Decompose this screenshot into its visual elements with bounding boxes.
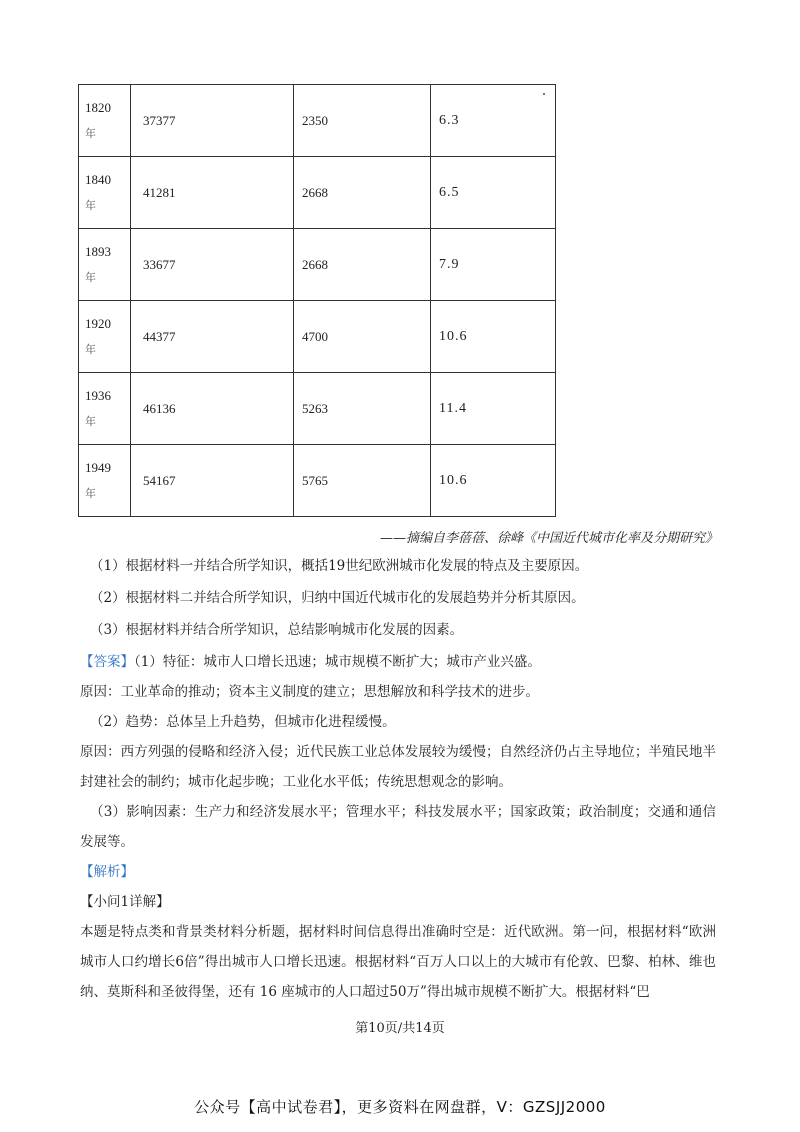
answer-tag: 【答案】 <box>80 654 134 670</box>
year-unit: 年 <box>85 343 96 356</box>
answer-line-1 <box>80 652 541 672</box>
year-unit: 年 <box>85 415 96 428</box>
answer-line-5: （3）影响因素：生产力和经济发展水平；管理水平；科技发展水平；国家政策；政治制度；交通和通信发展等。 <box>80 804 716 850</box>
year-unit: 年 <box>85 271 96 284</box>
year-cell <box>79 445 131 517</box>
table-row <box>79 157 556 229</box>
table-body <box>79 85 556 517</box>
urbanization-data-table <box>78 84 556 517</box>
answer-line-4: 原因：西方列强的侵略和经济入侵；近代民族工业总体发展较为缓慢；自然经济仍占主导地位；半殖民地半封建社会的制约；城市化起步晚；工业化水平低；传统思想观念的影响。 <box>80 744 716 790</box>
table-row <box>79 373 556 445</box>
year-cell <box>79 373 131 445</box>
year-value: 1920 <box>85 315 111 331</box>
analysis-sub-heading: 【小问1详解】 <box>80 894 170 910</box>
value-cell-b: 2668 <box>294 157 431 229</box>
analysis-body: 本题是特点类和背景类材料分析题，据材料时间信息得出准确时空是：近代欧洲。第一问，根据材料“欧洲城市人口约增长6倍”得出城市人口增长迅速。根据材料“百万人口以上的大城市有伦敦、巴黎、柏林、维也纳、莫斯科和圣彼得堡，还有 16 座城市的人口超过50万”得出城市规模不断扩大。根据材料“巴 <box>80 924 716 1000</box>
value-cell-b: 4700 <box>294 301 431 373</box>
value-cell-b: 2668 <box>294 229 431 301</box>
table-row <box>79 445 556 517</box>
year-cell <box>79 229 131 301</box>
year-unit: 年 <box>85 199 96 212</box>
year-unit: 年 <box>85 487 96 500</box>
value-cell-b: 5765 <box>294 445 431 517</box>
year-unit: 年 <box>85 127 96 140</box>
question-2: （2）根据材料二并结合所学知识，归纳中国近代城市化的发展趋势并分析其原因。 <box>90 590 585 606</box>
year-cell <box>79 85 131 157</box>
analysis-tag: 【解析】 <box>80 864 134 880</box>
year-value: 1936 <box>85 387 111 403</box>
source-citation: ——摘编自李蓓蓓、徐峰《中国近代城市化率及分期研究》 <box>379 531 718 546</box>
year-value: 1840 <box>85 171 111 187</box>
value-cell-a: 54167 <box>131 445 294 517</box>
table-row <box>79 85 556 157</box>
year-value: 1820 <box>85 99 111 115</box>
value-cell-a: 33677 <box>131 229 294 301</box>
value-cell-c: 6.5 <box>431 157 556 229</box>
question-3: （3）根据材料并结合所学知识，总结影响城市化发展的因素。 <box>90 622 464 638</box>
year-cell <box>79 157 131 229</box>
value-cell-c: 10.6 <box>431 301 556 373</box>
year-cell <box>79 301 131 373</box>
value-cell-a: 41281 <box>131 157 294 229</box>
table-row <box>79 229 556 301</box>
value-cell-c: 11.4 <box>431 373 556 445</box>
value-cell-c: 6.3 <box>431 85 556 157</box>
value-cell-b: 2350 <box>294 85 431 157</box>
value-cell-c: 7.9 <box>431 229 556 301</box>
answer-line-3: （2）趋势：总体呈上升趋势，但城市化进程缓慢。 <box>90 714 396 730</box>
answer-line-2: 原因：工业革命的推动；资本主义制度的建立；思想解放和科学技术的进步。 <box>80 684 539 700</box>
value-cell-a: 37377 <box>131 85 294 157</box>
value-cell-c: 10.6 <box>431 445 556 517</box>
table-row <box>79 301 556 373</box>
question-1: （1）根据材料一并结合所学知识，概括19世纪欧洲城市化发展的特点及主要原因。 <box>90 558 589 574</box>
value-cell-a: 44377 <box>131 301 294 373</box>
year-value: 1949 <box>85 459 111 475</box>
year-value: 1893 <box>85 243 111 259</box>
value-cell-a: 46136 <box>131 373 294 445</box>
footer-banner: 公众号【高中试卷君】，更多资料在网盘群，V：GZSJJ2000 <box>194 1098 606 1116</box>
answer-text-1: （1）特征：城市人口增长迅速；城市规模不断扩大；城市产业兴盛。 <box>134 654 541 670</box>
page-number: 第10页/共14页 <box>355 1021 445 1036</box>
value-cell-b: 5263 <box>294 373 431 445</box>
